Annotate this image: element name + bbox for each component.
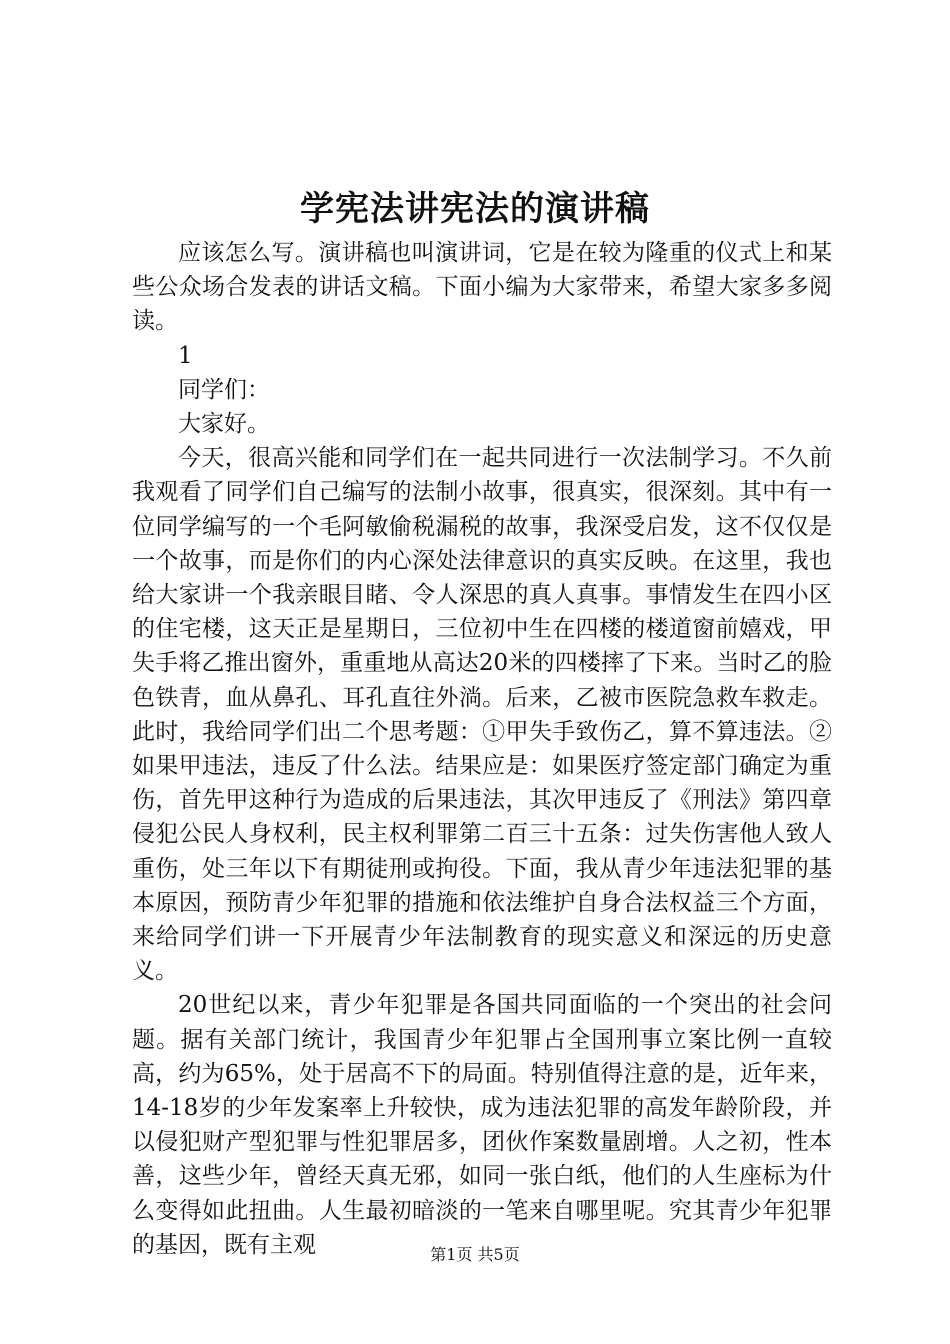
greeting: 大家好。 <box>178 411 270 438</box>
body-paragraph: 今天，很高兴能和同学们在一起共同进行一次法制学习。不久前我观看了同学们自己编写的法制小故事，很真实，很深刻。其中有一位同学编写的一个毛阿敏偷税漏税的故事，我深受启发，这不仅仅是一个故事，而是你们的内心深处法律意识的真实反映。在这里，我也给大家讲一个我亲眼目睹、令人深思的真人真事。事情发生在四小区的住宅楼，这天正是星期日，三位初中生在四楼的楼道窗前嬉戏，甲失手将乙推出窗外，重重地从高达20米的四楼摔了下来。当时乙的脸色铁青，血从鼻孔、耳孔直往外淌。后来，乙被市医院急救车救走。此时，我给同学们出二个思考题：①甲失手致伤乙，算不算违法。②如果甲违法，违反了什么法。结果应是：如果医疗签定部门确定为重伤，首先甲这种行为造成的后果违法，其次甲违反了《刑法》第四章侵犯公民人身权利，民主权利罪第二百三十五条：过失伤害他人致人重伤，处三年以下有期徒刑或拘役。下面，我从青少年违法犯罪的基本原因，预防青少年犯罪的措施和依法维护自身合法权益三个方面，来给同学们讲一下开展青少年法制教育的现实意义和深远的历史意义。 <box>132 445 832 985</box>
page-footer: 第1页 共5页 <box>430 1245 520 1264</box>
body-paragraph: 20世纪以来，青少年犯罪是各国共同面临的一个突出的社会问题。据有关部门统计，我国青少年犯罪占全国刑事立案比例一直较高，约为65%，处于居高不下的局面。特别值得注意的是，近年来，14-18岁的少年发案率上升较快，成为违法犯罪的高发年龄阶段，并以侵犯财产型犯罪与性犯罪居多，团伙作案数量剧增。人之初，性本善，这些少年，曾经天真无邪，如同一张白纸，他们的人生座标为什么变得如此扭曲。人生最初暗淡的一笔来自哪里呢。究其青少年犯罪的基因，既有主观 <box>132 992 832 1258</box>
salutation: 同学们： <box>178 376 270 403</box>
document-title: 学宪法讲宪法的演讲稿 <box>300 189 650 229</box>
intro-paragraph: 应该怎么写。演讲稿也叫演讲词，它是在较为隆重的仪式上和某些公众场合发表的讲话文稿。下面小编为大家带来，希望大家多多阅读。 <box>132 240 832 335</box>
section-number: 1 <box>178 342 193 369</box>
document-body <box>132 236 832 1262</box>
